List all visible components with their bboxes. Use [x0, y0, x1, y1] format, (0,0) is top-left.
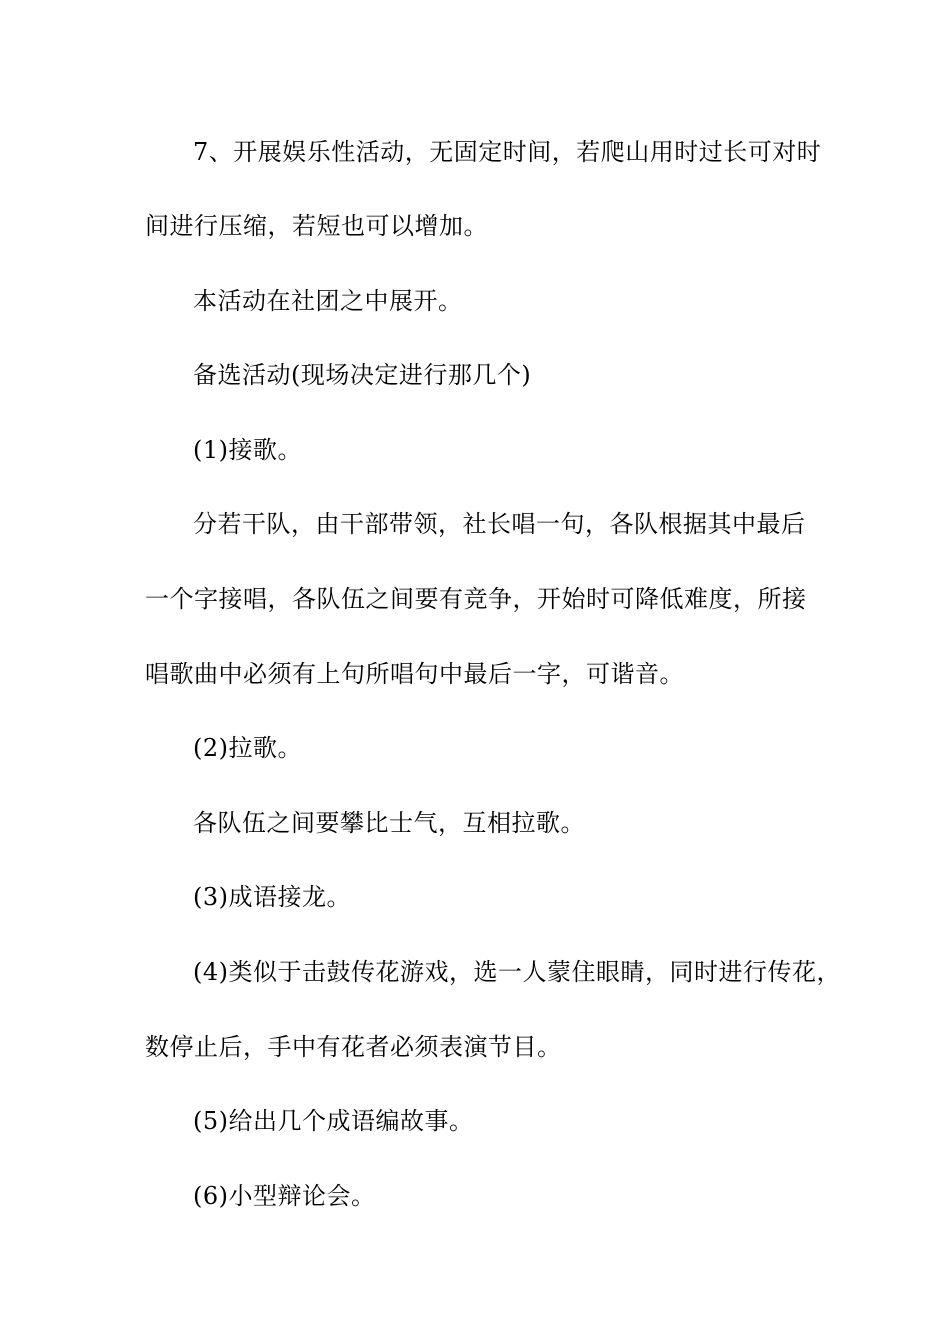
paragraph-line: 7、开展娱乐性活动，无固定时间，若爬山用时过长可对时 [193, 138, 822, 166]
paragraph-line: (2)拉歌。 [193, 734, 302, 762]
paragraph-line: 各队伍之间要攀比士气，互相拉歌。 [193, 809, 585, 837]
paragraph-line: 分若干队，由干部带领，社长唱一句，各队根据其中最后 [193, 510, 806, 538]
paragraph-line: 间进行压缩，若短也可以增加。 [145, 212, 488, 240]
paragraph-line: (5)给出几个成语编故事。 [193, 1107, 474, 1135]
paragraph-line: 备选活动(现场决定进行那几个) [193, 361, 532, 389]
paragraph-line: (4)类似于击鼓传花游戏，选一人蒙住眼睛，同时进行传花， [193, 958, 841, 986]
paragraph-line: 唱歌曲中必须有上句所唱句中最后一字，可谐音。 [145, 660, 684, 688]
paragraph-line: 数停止后，手中有花者必须表演节目。 [145, 1033, 562, 1061]
paragraph-line: 本活动在社团之中展开。 [193, 287, 463, 315]
paragraph-line: (3)成语接龙。 [193, 883, 351, 911]
paragraph-line: (6)小型辩论会。 [193, 1182, 376, 1210]
paragraph-line: 一个字接唱，各队伍之间要有竞争，开始时可降低难度，所接 [145, 585, 807, 613]
paragraph-line: (1)接歌。 [193, 436, 302, 464]
